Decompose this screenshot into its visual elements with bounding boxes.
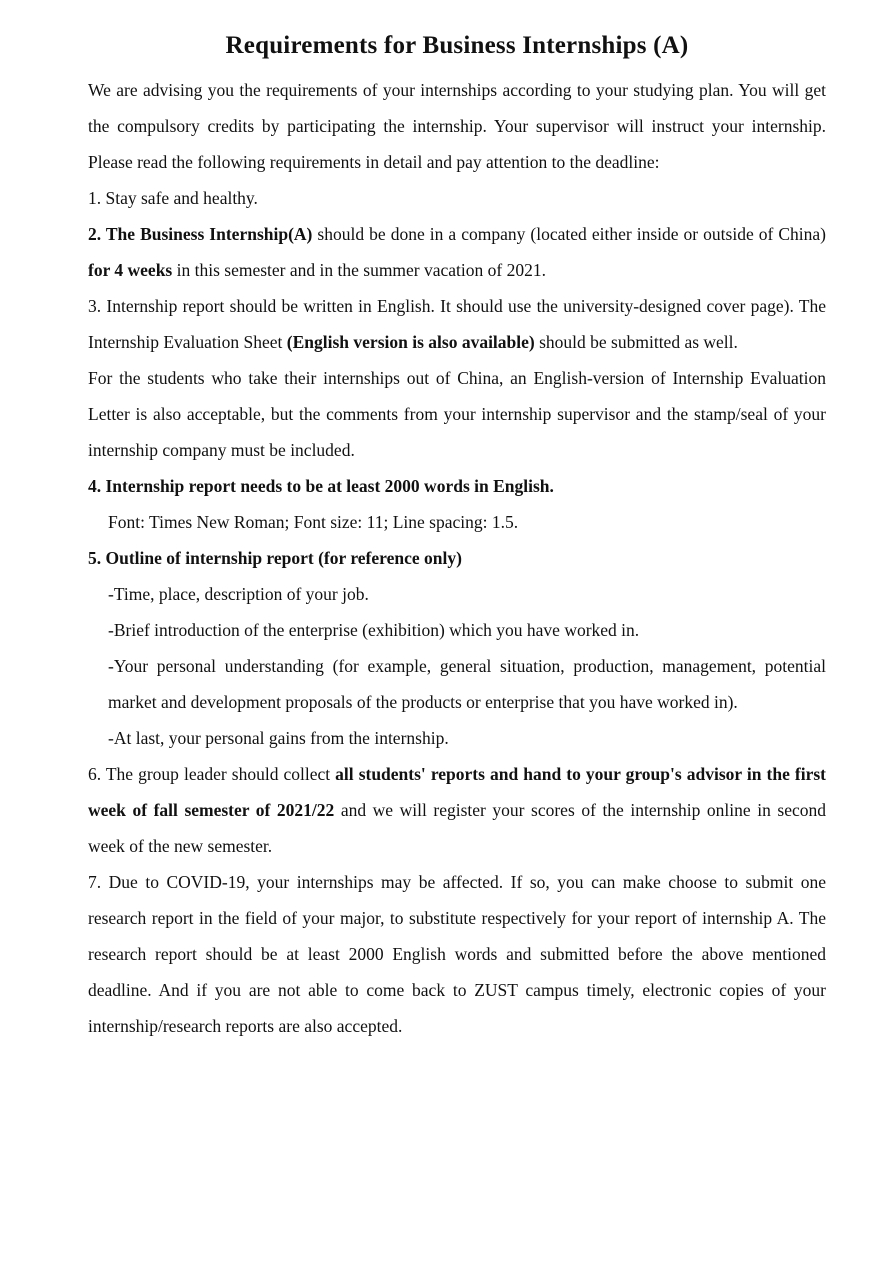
requirement-3 — [88, 288, 826, 360]
requirement-6 — [88, 756, 826, 864]
requirement-6-text: 6. The group leader should collect — [88, 764, 336, 784]
requirement-2-lead: 2. The Business Internship(A) — [88, 224, 313, 244]
outline-bullet: -At last, your personal gains from the internship. — [108, 728, 449, 748]
requirement-5-heading: 5. Outline of internship report (for reference only) — [88, 548, 462, 568]
requirement-1: 1. Stay safe and healthy. — [88, 188, 258, 208]
requirement-6-tail: and we will register your scores of the internship online in second week of the new semester. — [88, 800, 826, 856]
intro-paragraph: We are advising you the requirements of your internships according to your studying plan. You will get the compulsory credits by participating the internship. Your supervisor will instruct your internship. Please read the following requirements in detail and pay attention to the deadline: — [88, 80, 826, 172]
requirement-2-duration: for 4 weeks — [88, 260, 173, 280]
requirement-2-text: should be done in a company (located either inside or outside of China) — [312, 224, 827, 244]
requirement-3-text: 3. Internship report should be written in English. It should use the university-designed cover page). The Internship Evaluation Sheet — [88, 296, 826, 352]
page-title: Requirements for Business Internships (A) — [225, 32, 689, 59]
requirement-3-tail: should be submitted as well. — [534, 332, 738, 352]
outline-bullet: -Brief introduction of the enterprise (exhibition) which you have worked in. — [108, 620, 640, 640]
requirement-2-tail: in this semester and in the summer vacation of 2021. — [172, 260, 546, 280]
requirement-3-abroad-note: For the students who take their internships out of China, an English-version of Internship Evaluation Letter is also acceptable, but the comments from your internship supervisor and the stamp/seal of your internship company must be included. — [88, 368, 826, 460]
requirement-4-format: Font: Times New Roman; Font size: 11; Line spacing: 1.5. — [108, 512, 519, 532]
outline-bullet — [88, 648, 826, 720]
outline-bullet-text: -Your personal understanding (for example, general situation, production, management, potential market and development proposals of the products or enterprise that you have worked in). — [108, 656, 826, 712]
requirement-2 — [88, 216, 826, 288]
requirement-7: 7. Due to COVID-19, your internships may be affected. If so, you can make choose to submit one research report in the field of your major, to substitute respectively for your report of internship A. The research report should be at least 2000 English words and submitted before the above mentioned deadline. And if you are not able to come back to ZUST campus timely, electronic copies of your internship/research reports are also accepted. — [88, 872, 826, 1036]
outline-bullet: -Time, place, description of your job. — [108, 584, 369, 604]
requirement-6-deadline: all students' reports and hand to your group's advisor in the first week of fall semester of 2021/22 — [88, 764, 826, 820]
requirement-3-english-note: (English version is also available) — [286, 332, 535, 352]
requirement-4-heading: 4. Internship report needs to be at least 2000 words in English. — [88, 476, 554, 496]
